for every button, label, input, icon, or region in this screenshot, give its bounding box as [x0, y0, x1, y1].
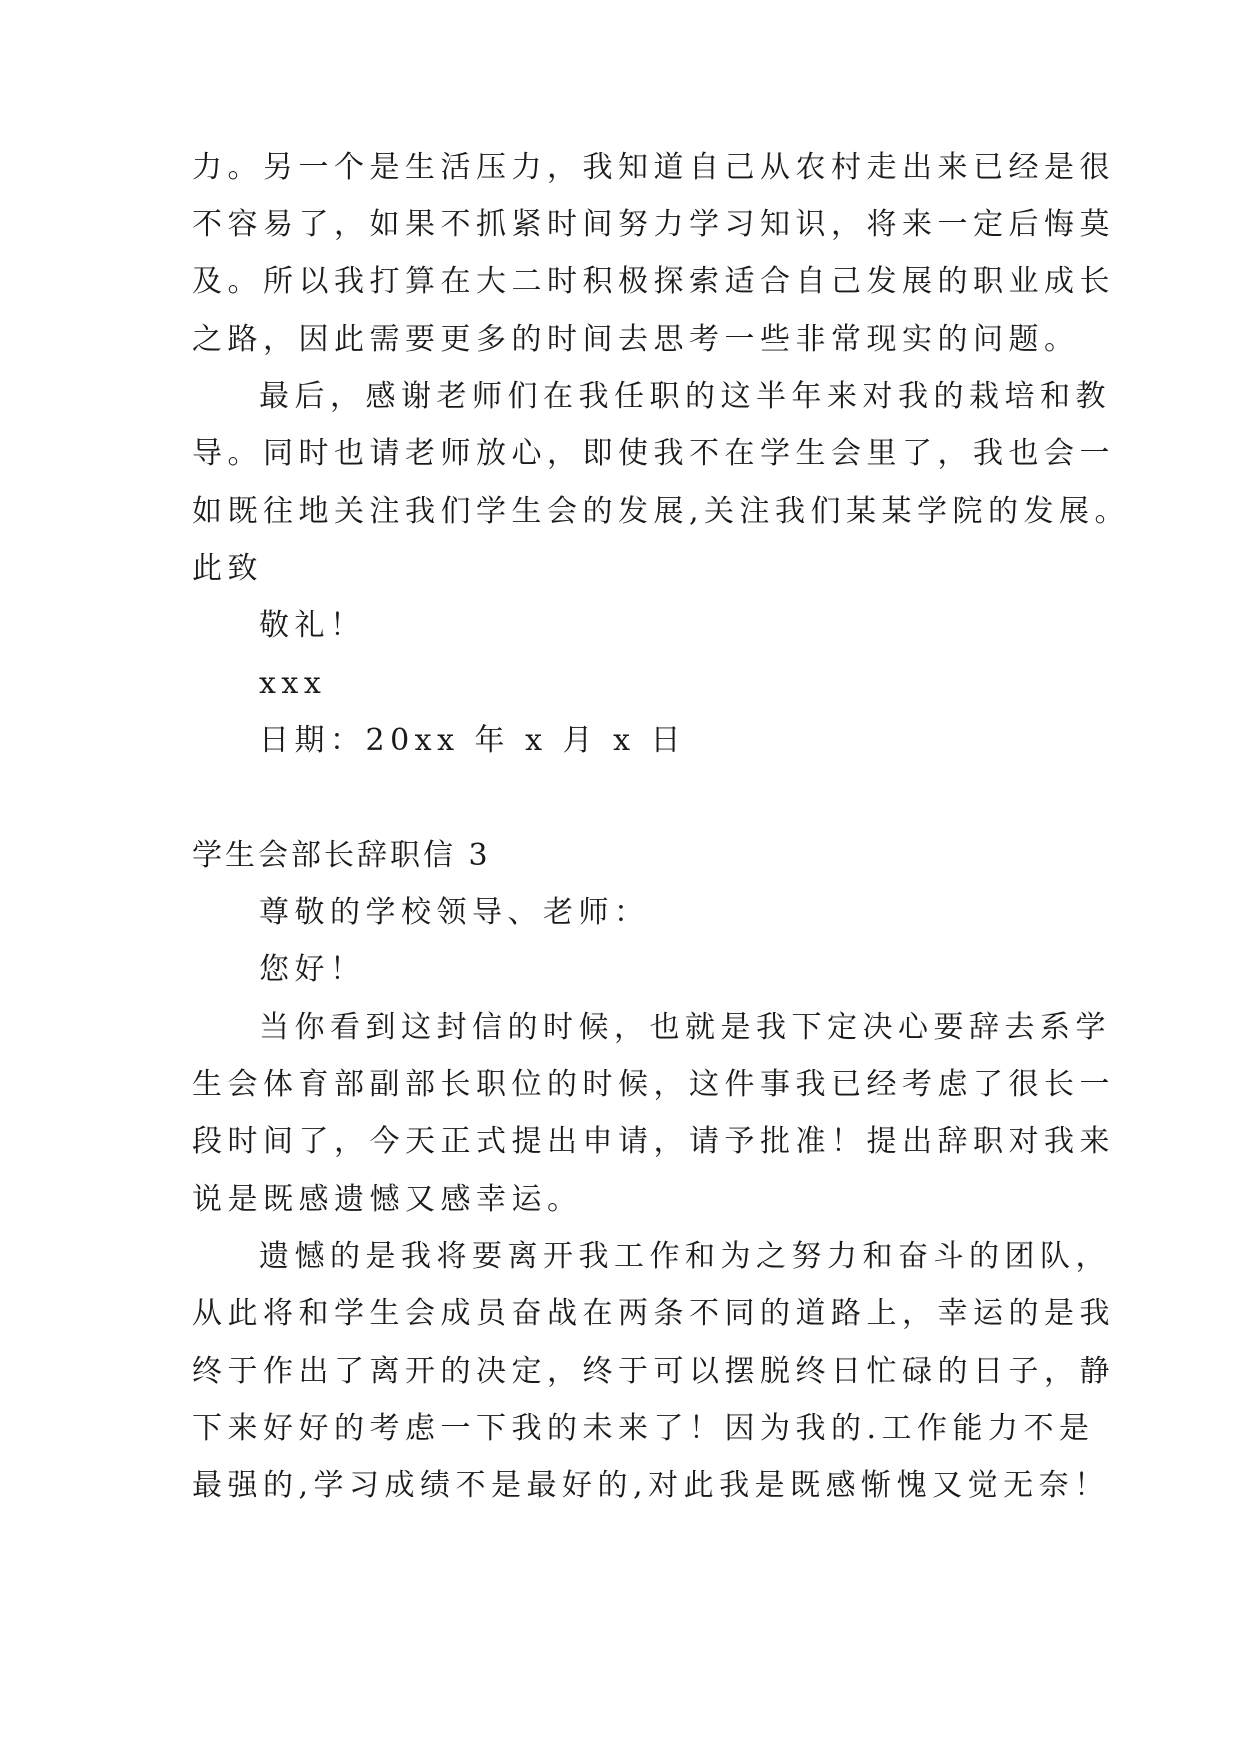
paragraph-line: 生会体育部副部长职位的时候，这件事我已经考虑了很长一 [192, 1067, 1115, 1102]
letter-hello: 您好！ [259, 952, 366, 987]
closing-line: 此致 [192, 551, 263, 586]
paragraph-line: 导。同时也请老师放心，即使我不在学生会里了，我也会一 [192, 436, 1115, 471]
paragraph-line: 下来好好的考虑一下我的未来了！因为我的.工作能力不是 [192, 1411, 1095, 1446]
paragraph-line: 最后，感谢老师们在我任职的这半年来对我的栽培和教 [259, 379, 1111, 414]
paragraph-line: 从此将和学生会成员奋战在两条不同的道路上，幸运的是我 [192, 1296, 1115, 1331]
paragraph-line: 及。所以我打算在大二时积极探索适合自己发展的职业成长 [192, 264, 1115, 299]
paragraph-line: 终于作出了离开的决定，终于可以摆脱终日忙碌的日子，静 [192, 1354, 1115, 1389]
paragraph-line: 说是既感遗憾又感幸运。 [192, 1182, 583, 1217]
signature-date: 日期：20xx 年 x 月 x 日 [259, 723, 687, 758]
paragraph-line: 段时间了，今天正式提出申请，请予批准！提出辞职对我来 [192, 1124, 1115, 1159]
paragraph-line: 遗憾的是我将要离开我工作和为之努力和奋斗的团队， [259, 1239, 1111, 1274]
salutation-closing: 敬礼！ [259, 608, 366, 643]
paragraph-line: 最强的,学习成绩不是最好的,对此我是既感惭愧又觉无奈！ [192, 1468, 1110, 1503]
paragraph-line: 力。另一个是生活压力，我知道自己从农村走出来已经是很 [192, 150, 1115, 185]
paragraph-line: 如既往地关注我们学生会的发展,关注我们某某学院的发展。 [192, 494, 1131, 529]
paragraph-line: 之路，因此需要更多的时间去思考一些非常现实的问题。 [192, 322, 1080, 357]
letter-greeting: 尊敬的学校领导、老师： [259, 895, 650, 930]
paragraph-line: 不容易了，如果不抓紧时间努力学习知识，将来一定后悔莫 [192, 207, 1115, 242]
signature-name: xxx [259, 666, 327, 701]
letter-title: 学生会部长辞职信 3 [192, 838, 491, 873]
paragraph-line: 当你看到这封信的时候，也就是我下定决心要辞去系学 [259, 1010, 1111, 1045]
